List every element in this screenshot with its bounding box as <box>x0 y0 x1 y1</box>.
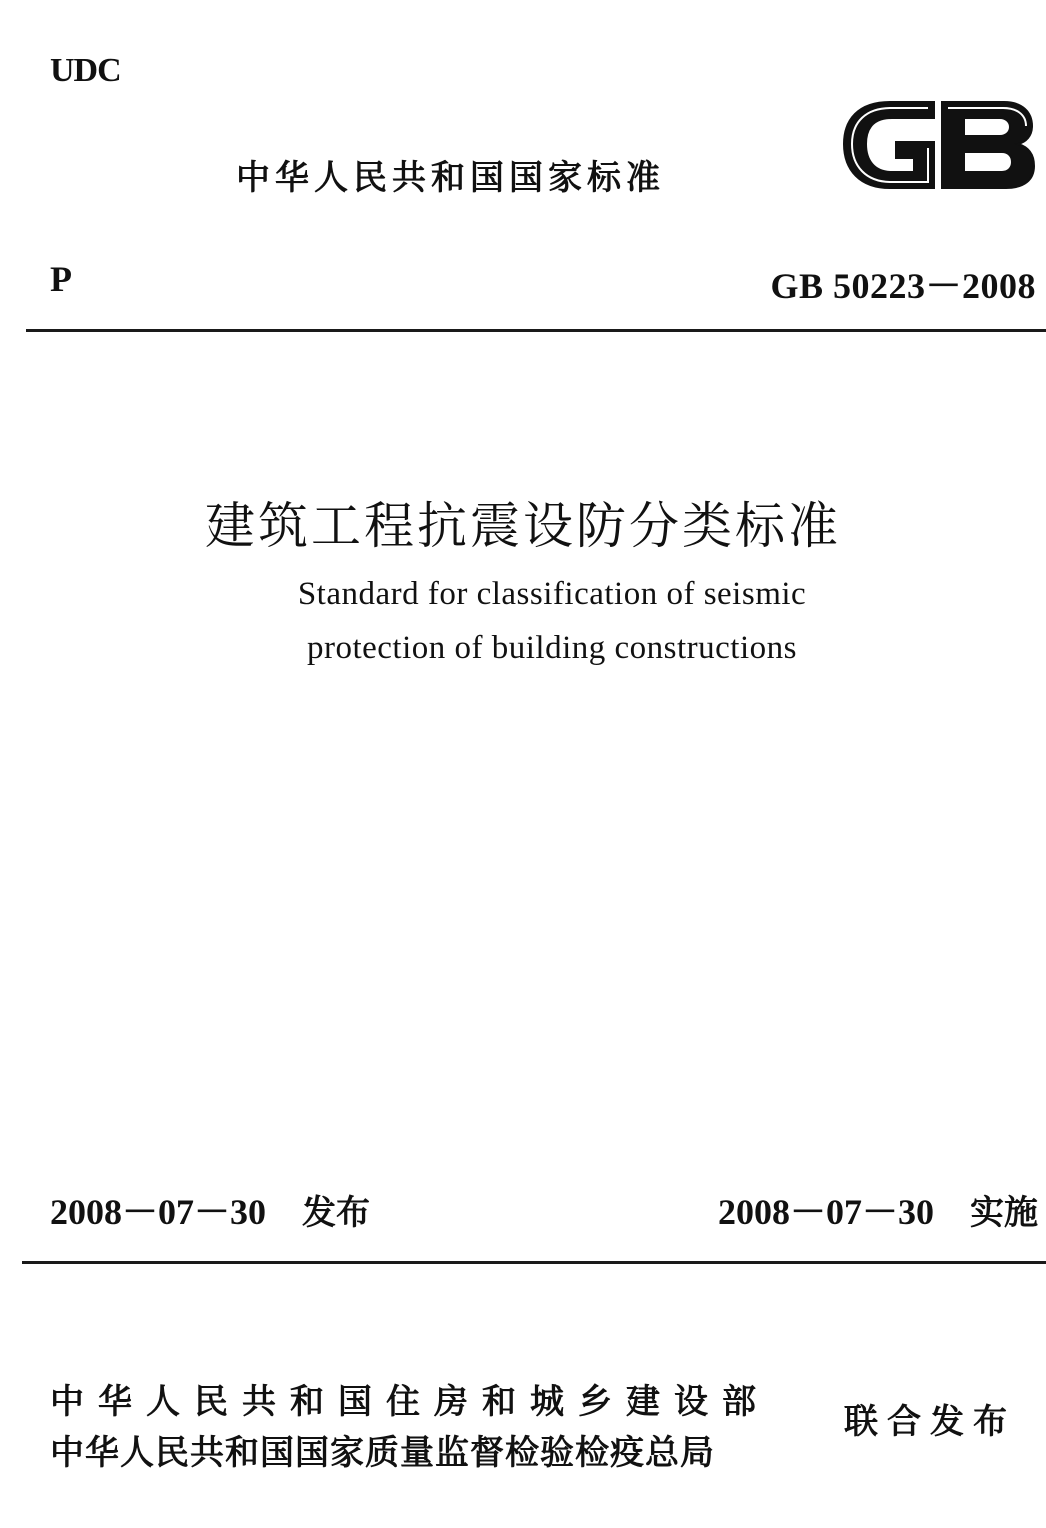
implementation-date: 2008－07－30 <box>717 1192 934 1232</box>
issue-date-block <box>50 1184 370 1235</box>
classification-code: P <box>50 259 72 299</box>
gb-logo <box>838 92 1038 196</box>
title-chinese: 建筑工程抗震设防分类标准 <box>205 497 841 555</box>
title-english-line2: protection of building constructions <box>306 630 797 666</box>
publisher-aqsiq: 中华人民共和国国家质量监督检验检疫总局 <box>50 1433 715 1473</box>
standard-number: GB 50223－2008 <box>770 266 1036 306</box>
implementation-label: 实施 <box>970 1193 1038 1233</box>
joint-publish-label: 联合发布 <box>844 1402 1016 1442</box>
issue-date: 2008－07－30 <box>50 1192 267 1232</box>
bottom-divider <box>22 1261 1046 1264</box>
udc-label: UDC <box>50 52 121 89</box>
implementation-date-block <box>718 1184 1038 1235</box>
publisher-ministry: 中华人民共和国住房和城乡建设部 <box>50 1382 770 1422</box>
issue-label: 发布 <box>302 1193 371 1233</box>
top-divider <box>26 329 1046 332</box>
title-english-line1: Standard for classification of seismic <box>297 576 807 612</box>
national-standard-heading: 中华人民共和国国家标准 <box>236 158 665 198</box>
